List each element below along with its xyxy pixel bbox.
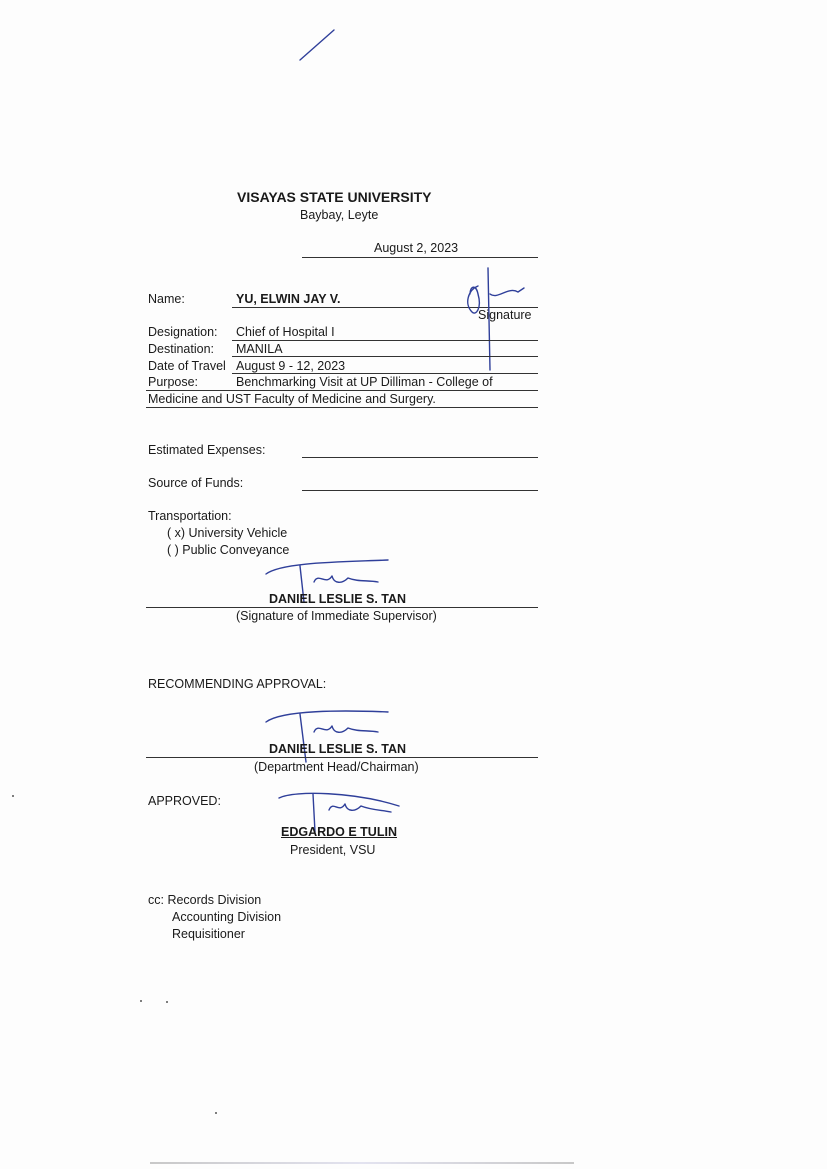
recommending-approval-label: RECOMMENDING APPROVAL: [148,677,327,691]
president-caption: President, VSU [290,843,376,857]
source-of-funds-field [302,490,538,491]
institution-name: VISAYAS STATE UNIVERSITY [237,189,432,205]
purpose-value-line-1: Benchmarking Visit at UP Dilliman - College of [236,375,493,389]
travel-date-value: August 9 - 12, 2023 [236,359,346,373]
pen-mark-doodle [296,26,340,66]
source-of-funds-label: Source of Funds: [148,476,244,490]
scan-bottom-edge [150,1162,574,1164]
supervisor-name: DANIEL LESLIE S. TAN [269,592,407,606]
name-value: YU, ELWIN JAY V. [236,292,341,306]
scan-speck [140,1000,142,1002]
purpose-underline-2 [146,407,538,408]
scan-speck [215,1112,217,1114]
transportation-label: Transportation: [148,509,232,523]
institution-location: Baybay, Leyte [300,208,379,222]
supervisor-caption: (Signature of Immediate Supervisor) [236,609,437,623]
cc-requisitioner: Requisitioner [172,927,245,941]
approved-label: APPROVED: [148,794,221,808]
transport-option-university-vehicle: ( x) University Vehicle [167,526,288,540]
cc-accounting-division: Accounting Division [172,910,282,924]
name-label: Name: [148,292,185,306]
president-name: EDGARDO E TULIN [281,825,397,839]
cc-records-division: cc: Records Division [148,893,262,907]
designation-label: Designation: [148,325,218,339]
estimated-expenses-field [302,457,538,458]
scan-speck [12,795,14,797]
purpose-value-line-2: Medicine and UST Faculty of Medicine and Surgery. [148,392,436,406]
designation-value: Chief of Hospital I [236,325,335,339]
purpose-label: Purpose: [148,375,199,389]
signature-caption: Signature [478,308,532,322]
department-head-name: DANIEL LESLIE S. TAN [269,742,407,756]
document-date: August 2, 2023 [374,241,459,255]
destination-value: MANILA [236,342,283,356]
designation-underline [232,340,538,341]
transport-option-public-conveyance: ( ) Public Conveyance [167,543,290,557]
estimated-expenses-label: Estimated Expenses: [148,443,266,457]
destination-label: Destination: [148,342,215,356]
supervisor-underline [146,607,538,608]
scan-speck [166,1001,168,1003]
travel-date-underline [232,373,538,374]
date-underline [302,257,538,258]
destination-underline [232,356,538,357]
department-head-underline [146,757,538,758]
department-head-caption: (Department Head/Chairman) [254,760,419,774]
purpose-underline-1 [146,390,538,391]
travel-date-label: Date of Travel [148,359,226,373]
